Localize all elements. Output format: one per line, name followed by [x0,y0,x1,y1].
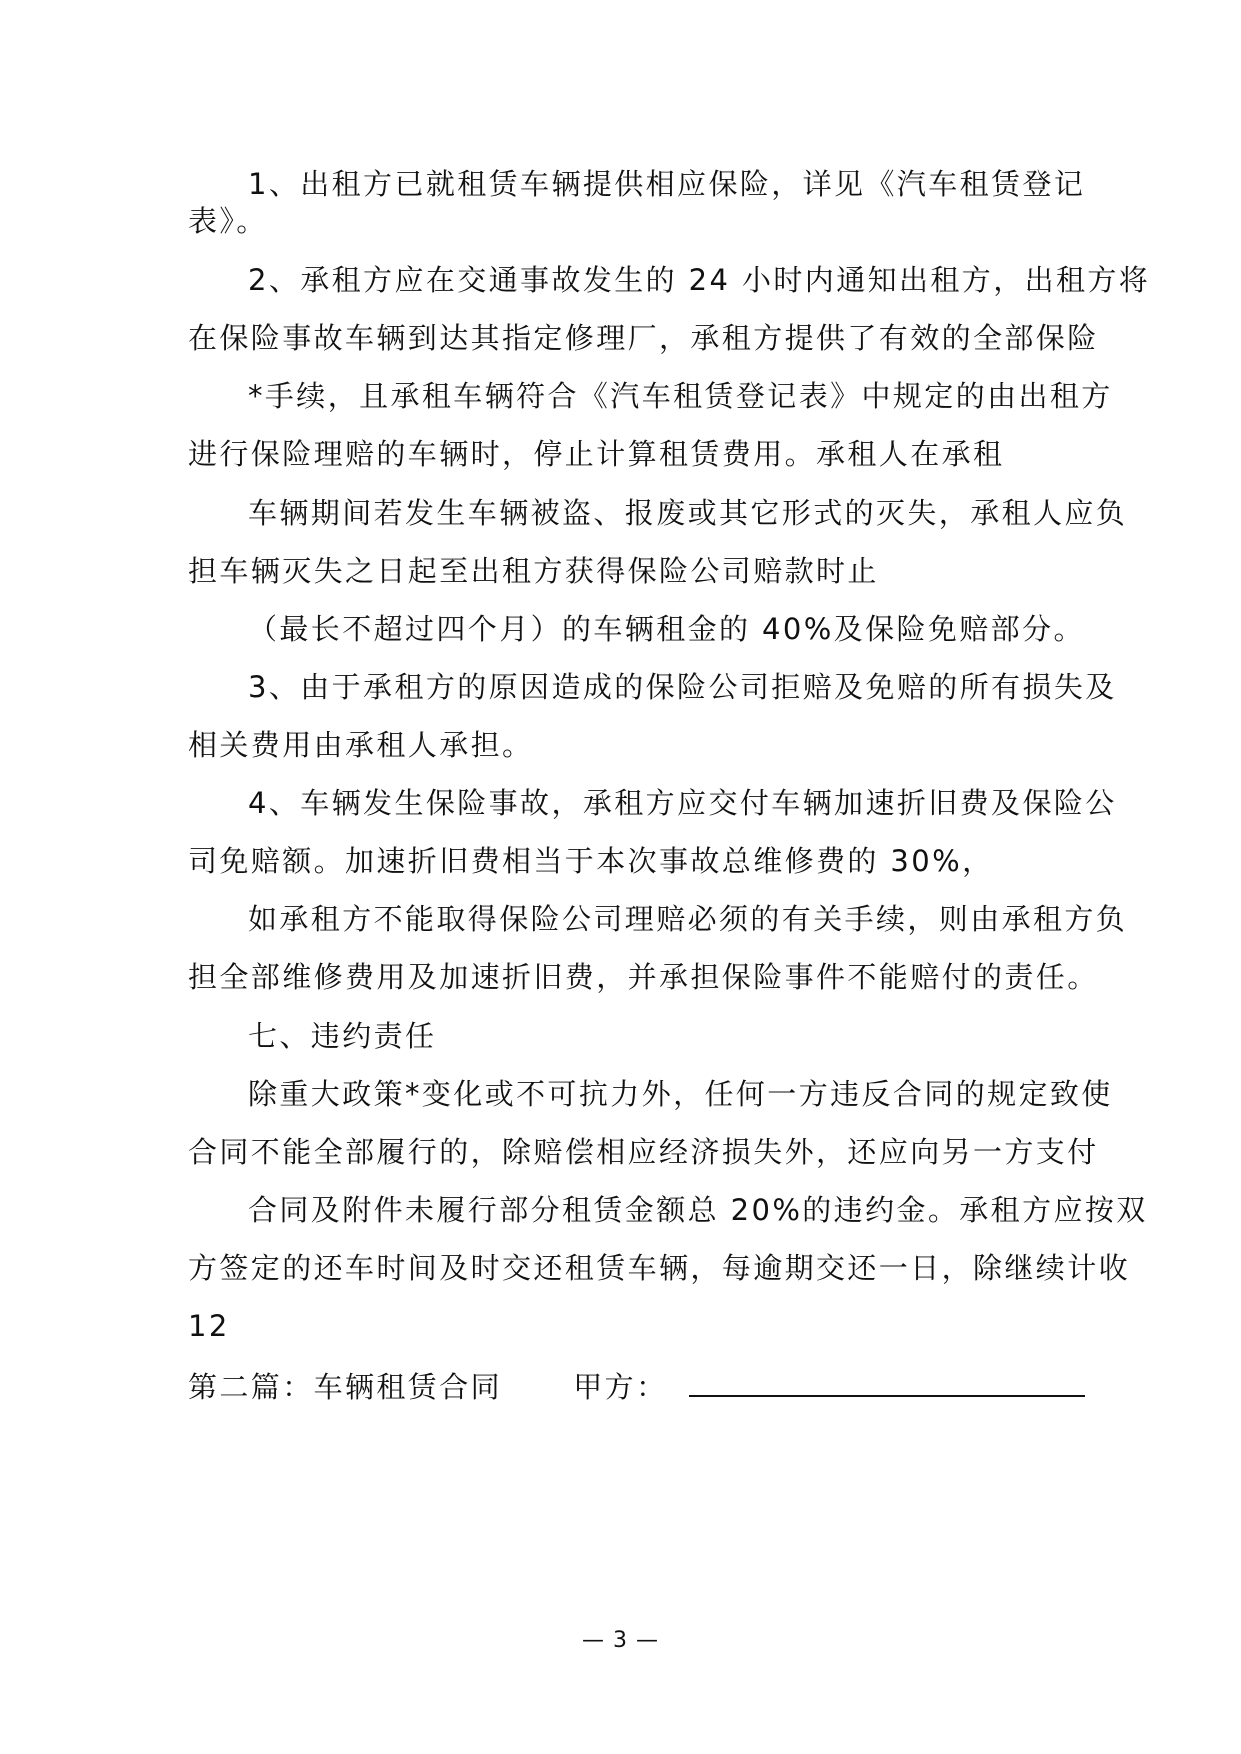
paragraph-line: 方签定的还车时间及时交还租赁车辆，每逾期交还一日，除继续计收 [188,1251,1131,1285]
paragraph-line: 司免赔额。加速折旧费相当于本次事故总维修费的 30%， [188,844,994,878]
paragraph-line: 除重大政策*变化或不可抗力外，任何一方违反合同的规定致使 [248,1077,1113,1111]
party-a-blank [689,1367,1085,1397]
second-contract-title: 第二篇：车辆租赁合同 [188,1370,503,1404]
paragraph-line: 如承租方不能取得保险公司理赔必须的有关手续，则由承租方负 [248,902,1128,936]
paragraph-line: 在保险事故车辆到达其指定修理厂，承租方提供了有效的全部保险 [188,321,1099,355]
paragraph-line: 2、承租方应在交通事故发生的 24 小时内通知出租方，出租方将 [248,263,1151,297]
party-a-label: 甲方： [573,1370,668,1404]
paragraph-line: 担车辆灭失之日起至出租方获得保险公司赔款时止 [188,554,879,588]
paragraph-line: （最长不超过四个月）的车辆租金的 40%及保险免赔部分。 [248,612,1085,646]
paragraph-line: 4、车辆发生保险事故，承租方应交付车辆加速折旧费及保险公 [248,786,1117,820]
paragraph-line: 1、出租方已就租赁车辆提供相应保险，详见《汽车租赁登记 [248,167,1086,201]
paragraph-line: 进行保险理赔的车辆时，停止计算租赁费用。承租人在承租 [188,437,1005,471]
paragraph-line: 车辆期间若发生车辆被盗、报废或其它形式的灭失，承租人应负 [248,496,1128,530]
paragraph-line: 相关费用由承租人承担。 [188,728,534,762]
page-fragment-number: 12 [188,1309,230,1343]
section-heading: 七、违约责任 [248,1019,437,1053]
paragraph-line: 合同及附件未履行部分租赁金额总 20%的违约金。承租方应按双 [248,1193,1148,1227]
second-contract-heading [188,1367,1085,1407]
paragraph-line: *手续，且承租车辆符合《汽车租赁登记表》中规定的由出租方 [248,379,1113,413]
paragraph-line: 表》。 [188,204,268,238]
paragraph-line: 合同不能全部履行的，除赔偿相应经济损失外，还应向另一方支付 [188,1135,1099,1169]
page-number: — 3 — [582,1628,659,1653]
paragraph-line: 担全部维修费用及加速折旧费，并承担保险事件不能赔付的责任。 [188,960,1099,994]
paragraph-line: 3、由于承租方的原因造成的保险公司拒赔及免赔的所有损失及 [248,670,1117,704]
